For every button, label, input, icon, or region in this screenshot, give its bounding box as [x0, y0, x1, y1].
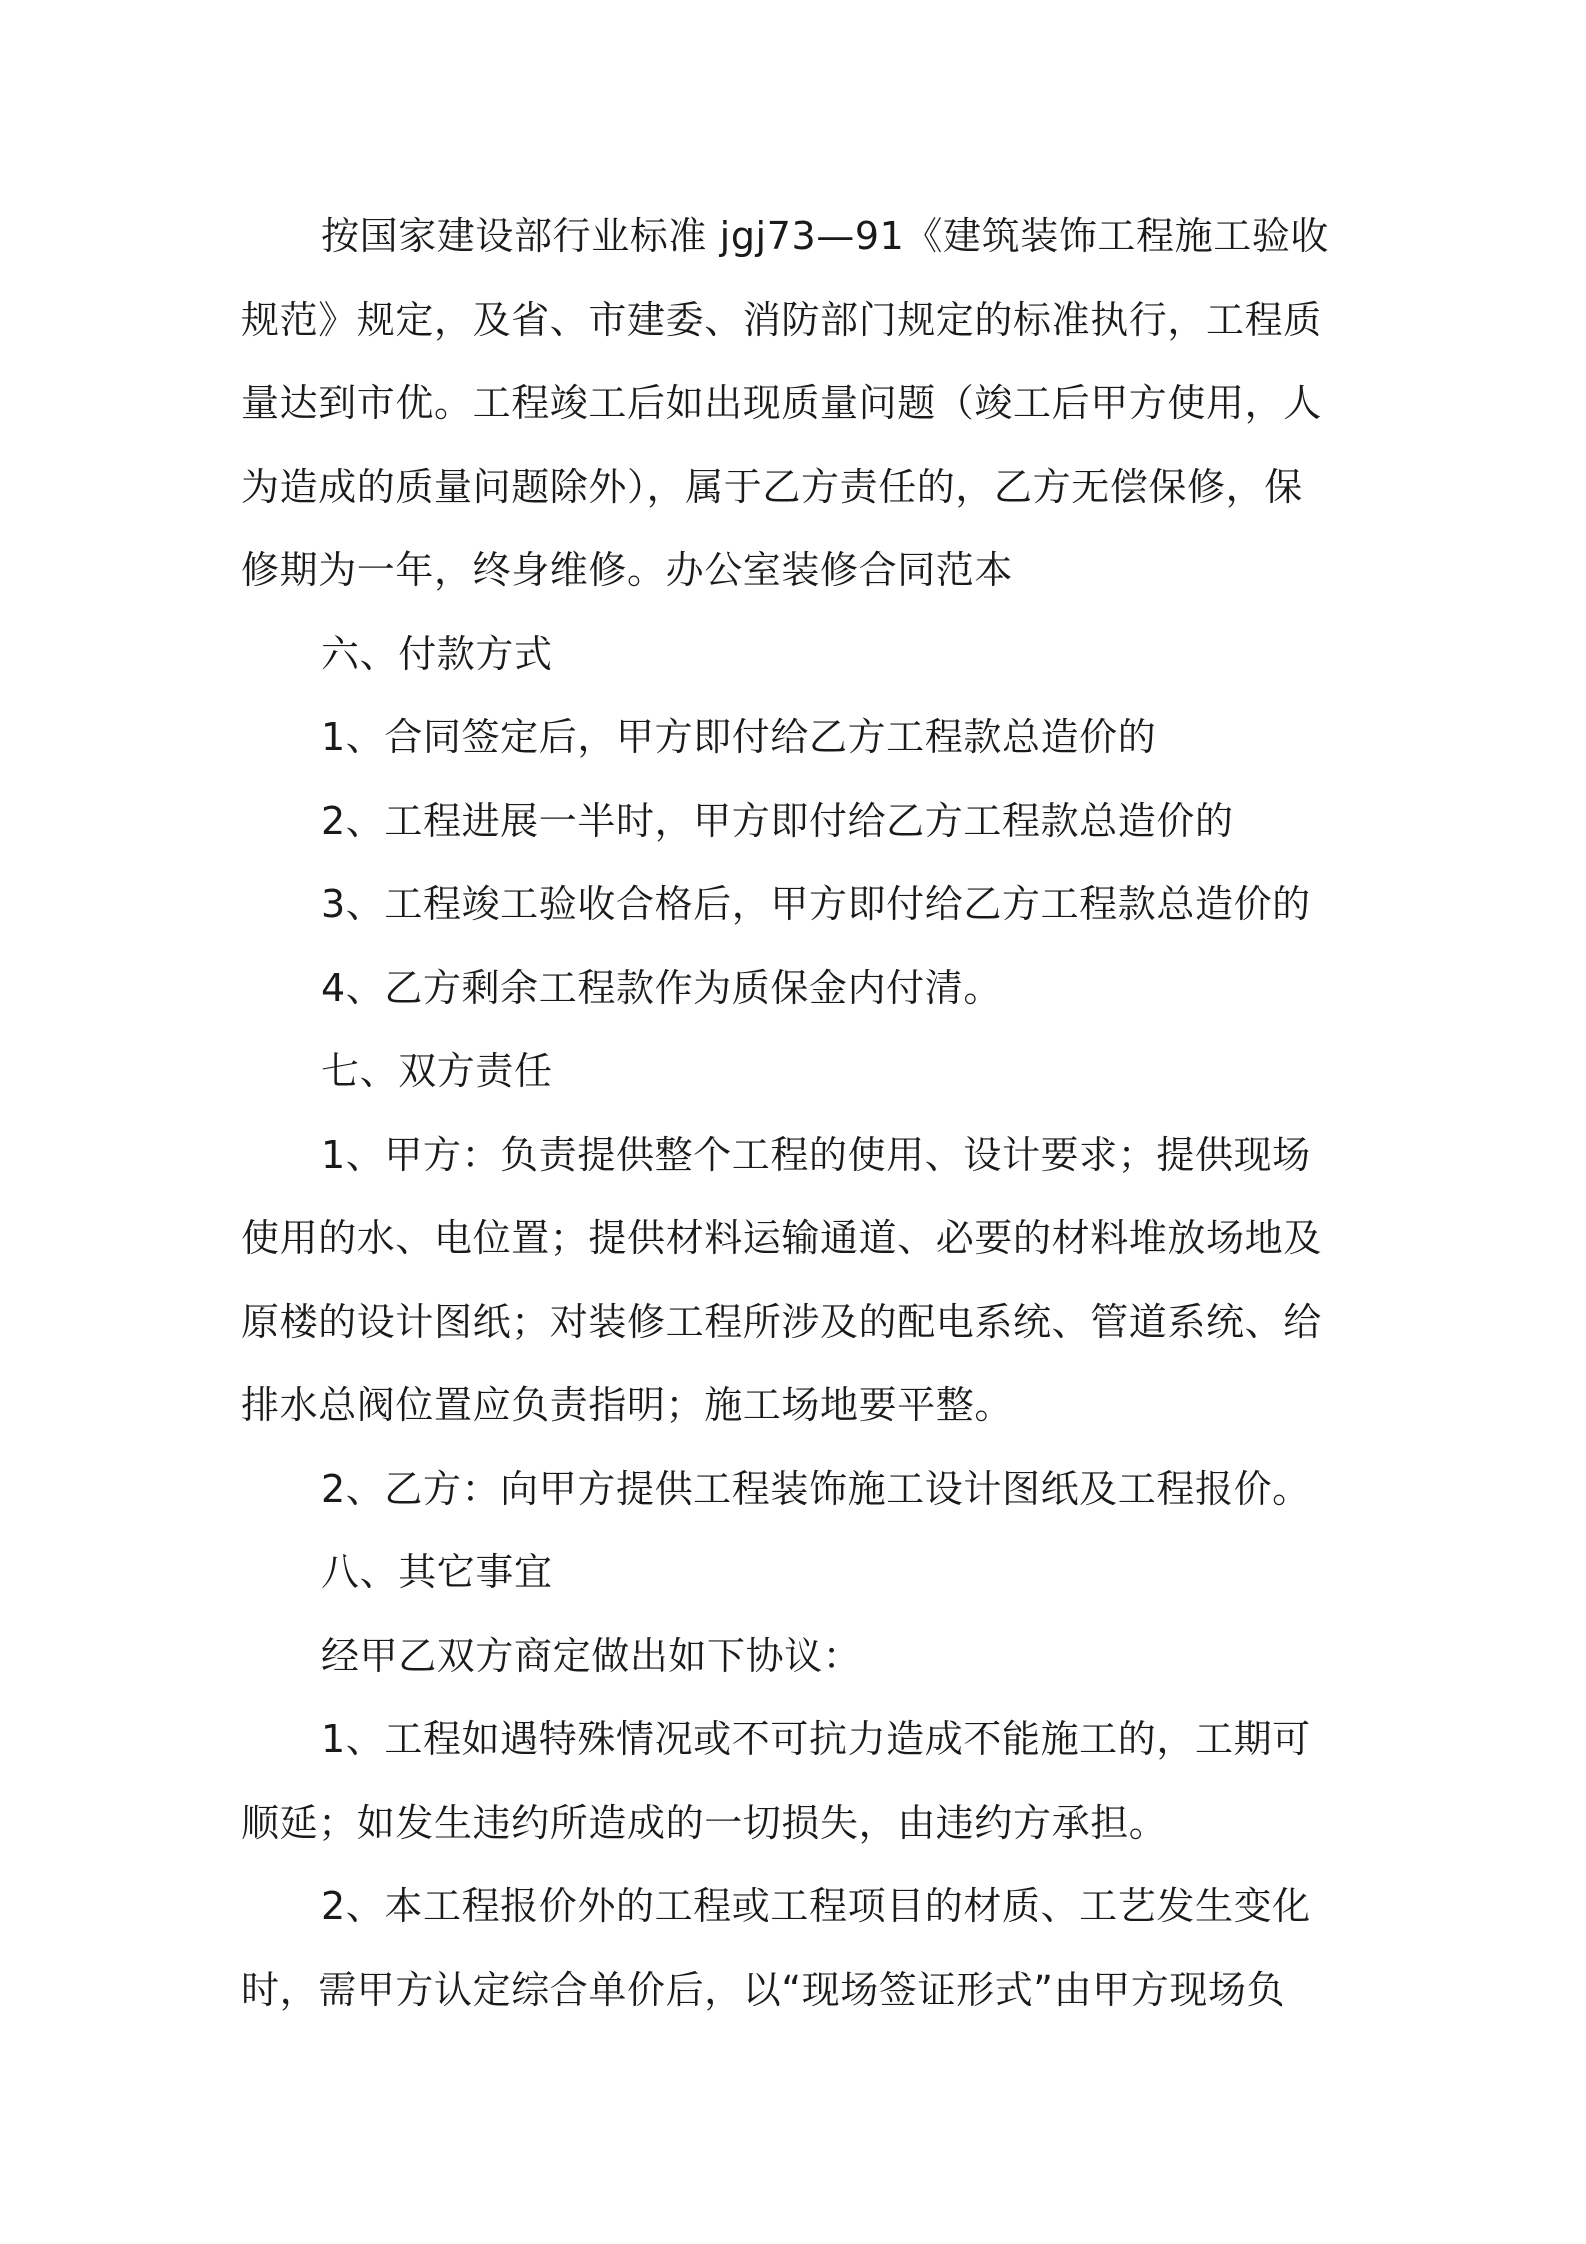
text-line: 2、工程进展一半时，甲方即付给乙方工程款总造价的	[321, 798, 1234, 843]
section-heading-payment: 六、付款方式	[321, 631, 553, 676]
text-line: 3、工程竣工验收合格后，甲方即付给乙方工程款总造价的	[321, 882, 1311, 926]
text-line: 排水总阀位置应负责指明；施工场地要平整。	[241, 1383, 1014, 1427]
document-body	[241, 195, 1361, 2032]
section-heading-responsibilities: 七、双方责任	[321, 1049, 553, 1093]
text-line: 量达到市优。工程竣工后如出现质量问题（竣工后甲方使用，人	[241, 381, 1322, 425]
text-line: 原楼的设计图纸；对装修工程所涉及的配电系统、管道系统、给	[241, 1299, 1322, 1344]
text-line: 修期为一年，终身维修。办公室装修合同范本	[241, 548, 1014, 592]
section-heading-other-matters: 八、其它事宜	[321, 1550, 553, 1594]
text-line: 时，需甲方认定综合单价后，以“现场签证形式”由甲方现场负	[241, 1967, 1286, 2012]
text-line: 经甲乙双方商定做出如下协议：	[321, 1633, 862, 1678]
text-line: 2、乙方：向甲方提供工程装饰施工设计图纸及工程报价。	[321, 1466, 1311, 1511]
text-line: 规范》规定，及省、市建委、消防部门规定的标准执行，工程质	[241, 297, 1322, 342]
text-line: 1、工程如遇特殊情况或不可抗力造成不能施工的，工期可	[321, 1717, 1311, 1761]
text-line: 2、本工程报价外的工程或工程项目的材质、工艺发生变化	[321, 1884, 1311, 1928]
text-line: 1、甲方：负责提供整个工程的使用、设计要求；提供现场	[321, 1132, 1311, 1177]
text-line: 使用的水、电位置；提供材料运输通道、必要的材料堆放场地及	[241, 1216, 1322, 1260]
text-line: 按国家建设部行业标准 jgj73—91《建筑装饰工程施工验收	[321, 214, 1330, 258]
text-line: 为造成的质量问题除外），属于乙方责任的，乙方无偿保修，保	[241, 464, 1303, 509]
text-line: 4、乙方剩余工程款作为质保金内付清。	[321, 965, 1002, 1010]
text-line: 顺延；如发生违约所造成的一切损失，由违约方承担。	[241, 1800, 1168, 1845]
text-line: 1、合同签定后，甲方即付给乙方工程款总造价的	[321, 715, 1157, 759]
